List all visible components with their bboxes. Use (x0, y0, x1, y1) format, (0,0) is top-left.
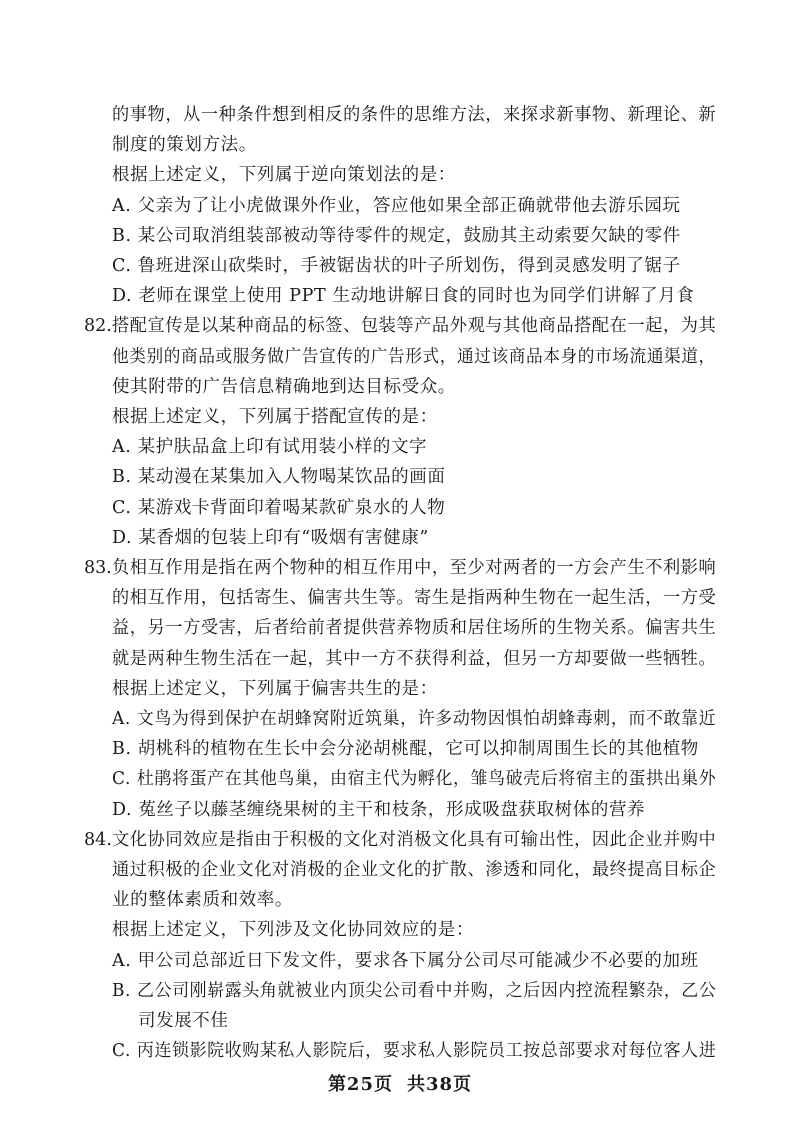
q84-option-c: C. 丙连锁影院收购某私人影院后，要求私人影院员工按总部要求对每位客人进 (112, 1041, 717, 1062)
q83-definition-line: 的相互作用，包括寄生、偏害共生等。寄生是指两种生物在一起生活，一方受 (112, 588, 717, 609)
q84-definition-line: 业的整体素质和效率。 (112, 890, 293, 911)
q83-option-a: A. 文鸟为得到保护在胡蜂窝附近筑巢，许多动物因惧怕胡蜂毒刺，而不敢靠近 (112, 709, 717, 729)
q84-prompt: 根据上述定义，下列涉及文化协同效应的是： (112, 920, 474, 941)
q84-definition-line: 文化协同效应是指由于积极的文化对消极文化具有可输出性，因此企业并购中 (112, 829, 717, 850)
q83-prompt: 根据上述定义，下列属于偏害共生的是： (112, 678, 438, 699)
q83-option-d: D. 菟丝子以藤茎缠绕果树的主干和枝条，形成吸盘获取树体的营养 (112, 799, 646, 820)
q82-option-c: C. 某游戏卡背面印着喝某款矿泉水的人物 (112, 497, 446, 518)
q81-definition-line: 制度的策划方法。 (112, 135, 257, 156)
q84-option-b: B. 乙公司刚崭露头角就被业内顶尖公司看中并购，之后因内控流程繁杂，乙公 (112, 980, 717, 1001)
q82-prompt: 根据上述定义，下列属于搭配宣传的是： (112, 407, 438, 427)
footer-page-number: 第25页 (327, 1074, 393, 1095)
q84-option-b-continued: 司发展不佳 (138, 1011, 229, 1031)
q81-option-b: B. 某公司取消组装部被动等待零件的规定，鼓励其主动索要欠缺的零件 (112, 225, 681, 246)
q84-number: 84. (84, 829, 112, 850)
q82-option-b: B. 某动漫在某集加入人物喝某饮品的画面 (112, 467, 446, 488)
q83-number: 83. (84, 558, 112, 578)
q81-option-a: A. 父亲为了让小虎做课外作业，答应他如果全部正确就带他去游乐园玩 (112, 195, 681, 216)
q83-option-c: C. 杜鹃将蛋产在其他鸟巢，由宿主代为孵化，雏鸟破壳后将宿主的蛋拱出巢外 (112, 769, 717, 790)
q82-definition-line: 他类别的商品或服务做广告宣传的广告形式，通过该商品本身的市场流通渠道， (112, 346, 716, 367)
q83-definition-line: 益，另一方受害，后者给前者提供营养物质和居住场所的生物关系。偏害共生 (112, 618, 717, 639)
q81-prompt: 根据上述定义，下列属于逆向策划法的是： (112, 165, 456, 186)
footer-total-pages: 共38页 (407, 1074, 473, 1095)
q82-option-a: A. 某护肤品盒上印有试用装小样的文字 (112, 437, 428, 458)
q83-option-b: B. 胡桃科的植物在生长中会分泌胡桃醌，它可以抑制周围生长的其他植物 (112, 739, 699, 760)
q83-definition-line: 就是两种生物生活在一起，其中一方不获得利益，但另一方却要做一些牺牲。 (112, 648, 717, 669)
q82-definition-line: 搭配宣传是以某种商品的标签、包装等产品外观与其他商品搭配在一起，为其 (112, 316, 717, 337)
q82-option-d: D. 某香烟的包装上印有“吸烟有害健康” (112, 527, 429, 548)
q82-definition-line: 使其附带的广告信息精确地到达目标受众。 (112, 376, 456, 397)
q81-option-c: C. 鲁班进深山砍柴时，手被锯齿状的叶子所划伤，得到灵感发明了锯子 (112, 256, 681, 276)
q81-definition-line: 的事物，从一种条件想到相反的条件的思维方法，来探求新事物、新理论、新 (112, 105, 717, 125)
q81-option-d: D. 老师在课堂上使用 PPT 生动地讲解日食的同时也为同学们讲解了月食 (112, 286, 695, 307)
q82-number: 82. (84, 316, 112, 337)
q84-definition-line: 通过积极的企业文化对消极的企业文化的扩散、渗透和同化，最终提高目标企 (112, 860, 717, 880)
page-footer (0, 1073, 800, 1097)
q84-option-a: A. 甲公司总部近日下发文件，要求各下属分公司尽可能减少不必要的加班 (112, 950, 699, 971)
q83-definition-line: 负相互作用是指在两个物种的相互作用中，至少对两者的一方会产生不利影响 (112, 558, 717, 578)
